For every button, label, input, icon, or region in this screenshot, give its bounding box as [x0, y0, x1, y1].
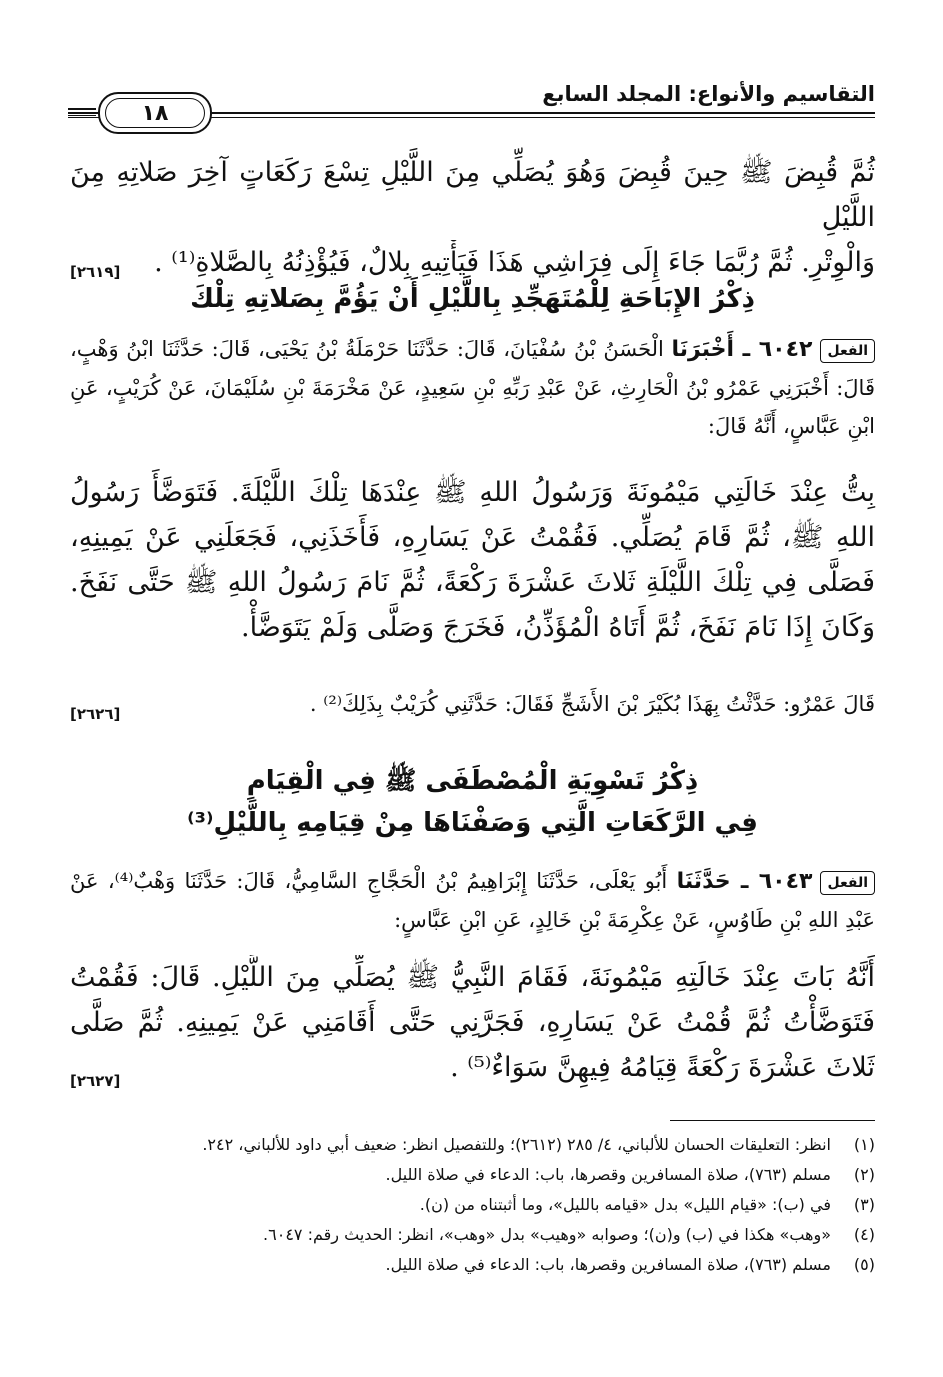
header-rule-left-thin [68, 115, 96, 116]
footnote [70, 1190, 875, 1220]
footnote [70, 1160, 875, 1190]
footnote [70, 1250, 875, 1280]
hadith-isnad [70, 330, 875, 445]
footnote [70, 1220, 875, 1250]
reference-number: [٢٦٢٧] [70, 1072, 121, 1090]
section-heading-line-2: فِي الرَّكَعَاتِ الَّتِي وَصَفْنَاهَا مِنْ قِيَامِهِ بِاللَّيْلِ⁽³⁾ [187, 808, 758, 838]
hadith-note: قَالَ عَمْرٌو: حَدَّثْتُ بِهَذَا بُكَيْرَ بْنَ الأَشَجِّ فَقَالَ: حَدَّثَنِي كُرَيْبٌ بِذَلِكَ⁽²⁾ . [309, 692, 875, 716]
continuation-paragraph [70, 150, 875, 295]
footnote-number: (٤) [853, 1225, 875, 1244]
footnote [70, 1130, 875, 1160]
footnote-separator [670, 1120, 875, 1121]
continuation-line-2: وَالْوِتْرِ. ثُمَّ رُبَّمَا جَاءَ إِلَى فِرَاشِي هَذَا فَيَأْتِيهِ بِلالٌ، فَيُؤْذِنُهُ بِالصَّلاةِ⁽¹⁾ . [154, 247, 875, 278]
footnote-number: (٣) [853, 1195, 875, 1214]
running-title: التقاسيم والأنواع: المجلد السابع [542, 82, 875, 106]
section-heading [70, 760, 875, 844]
footnotes [70, 1130, 875, 1280]
page-header [68, 78, 875, 124]
hadith-type-badge: الفعل [820, 339, 875, 363]
continuation-line-1: ثُمَّ قُبِضَ ﷺ حِينَ قُبِضَ وَهُوَ يُصَلِّي مِنَ اللَّيْلِ تِسْعَ رَكَعَاتٍ آخِرَ صَلاتِهِ مِنَ اللَّيْلِ [70, 157, 875, 233]
header-rule-left [68, 108, 96, 110]
reference-number: [٢٦٢٦] [70, 705, 121, 723]
hadith-number: ٦٠٤٢ ـ أَخْبَرَنَا [671, 337, 813, 362]
section-heading-line-1: ذِكْرُ تَسْوِيَةِ الْمُصْطَفَى ﷺ فِي الْقِيَامِ [246, 766, 699, 796]
hadith-matn [70, 955, 875, 1104]
footnote-number: (٥) [853, 1255, 875, 1274]
page-number-frame [98, 92, 212, 134]
hadith-isnad [70, 862, 875, 939]
footnote-text: انظر: التعليقات الحسان للألباني، ٤/ ٢٨٥ (٢٦١٢)؛ وللتفصيل انظر: ضعيف أبي داود للألباني، ٢٤٢. [202, 1135, 831, 1154]
hadith-matn: بِتُّ عِنْدَ خَالَتِي مَيْمُونَةَ وَرَسُولُ اللهِ ﷺ عِنْدَهَا تِلْكَ اللَّيْلَةَ. فَتَوَضَّأَ رَسُولُ اللهِ ﷺ، ثُمَّ قَامَ يُصَلِّي. فَقُمْتُ عَنْ يَسَارِهِ، فَأَخَذَنِي، فَجَعَلَنِي عَنْ يَمِينِهِ، فَصَلَّى فِي تِلْكَ اللَّيْلَةِ ثَلاثَ عَشْرَةَ رَكْعَةً، ثُمَّ نَامَ رَسُولُ اللهِ ﷺ حَتَّى نَفَخَ. وَكَانَ إِذَا نَامَ نَفَخَ، ثُمَّ أَتَاهُ الْمُؤَذِّنُ، فَخَرَجَ وَصَلَّى وَلَمْ يَتَوَضَّأْ. [70, 477, 875, 643]
isnad-text: أَبُو يَعْلَى، حَدَّثَنَا إِبْرَاهِيمُ بْنُ الْحَجَّاجِ السَّامِيُّ، قَالَ: حَدَّثَنَا وَهْبٌ⁽⁴⁾، عَنْ عَبْدِ اللهِ بْنِ طَاوُسٍ، عَنْ عِكْرِمَةَ بْنِ خَالِدٍ، عَنِ ابْنِ عَبَّاسٍ: [70, 869, 875, 932]
footnote-text: مسلم (٧٦٣)، صلاة المسافرين وقصرها، باب: الدعاء في صلاة الليل. [385, 1255, 831, 1274]
footnote-number: (١) [853, 1135, 875, 1154]
footnote-text: «وهب» هكذا في (ب) و(ن)؛ وصوابه «وهيب» بدل «وهب»، انظر: الحديث رقم: ٦٠٤٧. [263, 1225, 831, 1244]
page-number: ١٨ [105, 98, 205, 128]
footnote-text: في (ب): «قيام الليل» بدل «قيامه بالليل»، وما أثبتناه من (ن). [419, 1195, 831, 1214]
hadith-matn-text: أَنَّهُ بَاتَ عِنْدَ خَالَتِهِ مَيْمُونَةَ، فَقَامَ النَّبِيُّ ﷺ يُصَلِّي مِنَ اللَّيْلِ. قَالَ: فَقُمْتُ فَتَوَضَّأْتُ ثُمَّ قُمْتُ عَنْ يَسَارِهِ، فَجَرَّنِي حَتَّى أَقَامَنِي عَنْ يَمِينِهِ. ثُمَّ صَلَّى ثَلاثَ عَشْرَةَ رَكْعَةً قِيَامُهُ فِيهِنَّ سَوَاءٌ⁽⁵⁾ . [70, 962, 875, 1083]
hadith-type-badge: الفعل [820, 871, 875, 895]
isnad-text: الْحَسَنُ بْنُ سُفْيَانَ، قَالَ: حَدَّثَنَا حَرْمَلَةُ بْنُ يَحْيَى، قَالَ: حَدَّثَنَا ابْنُ وَهْبٍ، قَالَ: أَخْبَرَنِي عَمْرُو بْنُ الْحَارِثِ، عَنْ عَبْدِ رَبِّهِ بْنِ سَعِيدٍ، عَنْ مَخْرَمَةَ بْنِ سُلَيْمَانَ، عَنْ كُرَيْبٍ، عَنِ ابْنِ عَبَّاسٍ، أَنَّهُ قَالَ: [70, 337, 875, 438]
footnote-text: مسلم (٧٦٣)، صلاة المسافرين وقصرها، باب: الدعاء في صلاة الليل. [385, 1165, 831, 1184]
reference-number: [٢٦١٩] [70, 263, 121, 281]
footnote-number: (٢) [853, 1165, 875, 1184]
hadith-note-row [70, 685, 875, 733]
section-heading: ذِكْرُ الإِبَاحَةِ لِلْمُتَهَجِّدِ بِاللَّيْلِ أَنْ يَؤُمَّ بِصَلاتِهِ تِلْكَ [190, 284, 755, 314]
hadith-number: ٦٠٤٣ ـ حَدَّثَنَا [676, 869, 813, 894]
